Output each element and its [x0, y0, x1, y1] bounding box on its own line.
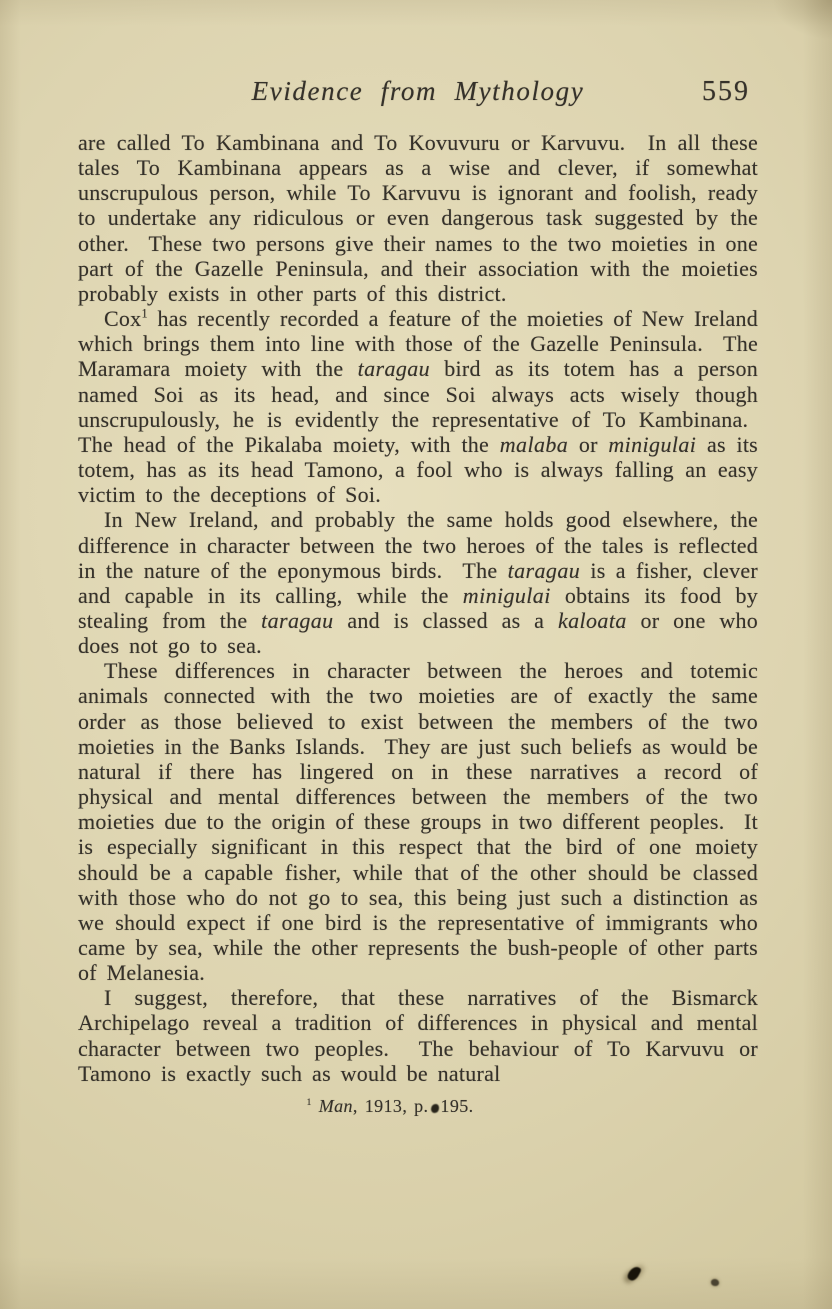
- text-segment: as its totem, has as its head Tamono, a fool who is always falling an easy victim to the deceptions of Soi.: [78, 431, 758, 508]
- ink-spot: [711, 1279, 719, 1286]
- text-segment: kaloata: [557, 607, 627, 633]
- paragraph: [78, 507, 758, 658]
- paragraph: [78, 985, 758, 1086]
- text-segment: minigulai: [608, 431, 697, 457]
- text-segment: taragau: [357, 356, 431, 382]
- body-paragraphs: [78, 130, 758, 1086]
- text-segment: I suggest, therefore, that these narratives of the Bismarck Archipelago reveal a tradition of differences in physical and mental character between two peoples. The behaviour of To Karvuvu or Tamono is exactly such as would be natural: [78, 985, 758, 1086]
- text-segment: [312, 1096, 319, 1116]
- text-segment: or: [568, 431, 609, 457]
- text-segment: has recently recorded a feature of the moieties of New Ireland which brings them into line with those of the Gazelle Peninsula. The Maramara moiety with the: [78, 306, 758, 382]
- superscript-marker: 1: [141, 306, 148, 321]
- footnote: [50, 1096, 730, 1117]
- text-segment: taragau: [507, 557, 581, 583]
- text-segment: are called To Kambinana and To Kovuvuru or Karvuvu. In all these tales To Kambinana appears as a wise and clever, if somewhat unscrupulous person, while To Karvuvu is ignorant and foolish, ready to undertake any ridiculous or even dangerous task suggested by the other. These two persons give their names to the two moieties in one part of the Gazelle Peninsula, and their association with the moieties probably exists in other parts of this district.: [78, 130, 758, 306]
- text-segment: and is classed as a: [333, 607, 558, 633]
- ink-spot: [626, 1265, 642, 1283]
- paragraph: [78, 658, 758, 985]
- page-corner-shadow: [772, 0, 832, 40]
- superscript-marker: 1: [306, 1096, 312, 1108]
- text-segment: obtains its food by stealing from the: [78, 582, 758, 633]
- text-segment: bird as its totem has a person named Soi as its head, and since Soi always acts wisely though unscrupulously, he is evidently the representative of To Kambinana. The head of the Pikalaba moiety, with the: [78, 356, 758, 457]
- text-segment: , 1913, p.: [352, 1095, 429, 1116]
- text-segment: taragau: [261, 607, 334, 633]
- page-number: 559: [702, 76, 750, 107]
- paragraph: [78, 306, 758, 507]
- ink-blot: [431, 1104, 439, 1113]
- text-segment: Man: [318, 1095, 353, 1116]
- text-segment: 195.: [440, 1095, 474, 1116]
- text-segment: is a fisher, clever and capable in its calling, while the: [78, 557, 758, 608]
- page-content: [78, 76, 758, 1117]
- text-segment: Cox: [104, 306, 142, 332]
- text-segment: or one who does not go to sea.: [78, 607, 758, 659]
- running-title: Evidence from Mythology: [251, 76, 585, 106]
- text-segment: These differences in character between the heroes and totemic animals connected with the two moieties are of exactly the same order as those believed to exist between the members of the two moieties in the Banks Islands. They are just such beliefs as would be natural if there has lingered on in these narratives a record of physical and mental differences between the members of the two moieties due to the origin of these groups in two different peoples. It is especially significant in this respect that the bird of one moiety should be a capable fisher, while that of the other should be classed with those who do not go to sea, this being just such a distinction as we should expect if one bird is the representative of immigrants who came by sea, while the other represents the bush-people of other parts of Melanesia.: [78, 658, 758, 986]
- page-header: [78, 76, 758, 110]
- text-segment: minigulai: [462, 582, 551, 608]
- text-segment: malaba: [499, 431, 569, 457]
- paragraph: [78, 130, 758, 306]
- text-segment: In New Ireland, and probably the same holds good elsewhere, the difference in character between the two heroes of the tales is reflected in the nature of the eponymous birds. The: [78, 507, 758, 583]
